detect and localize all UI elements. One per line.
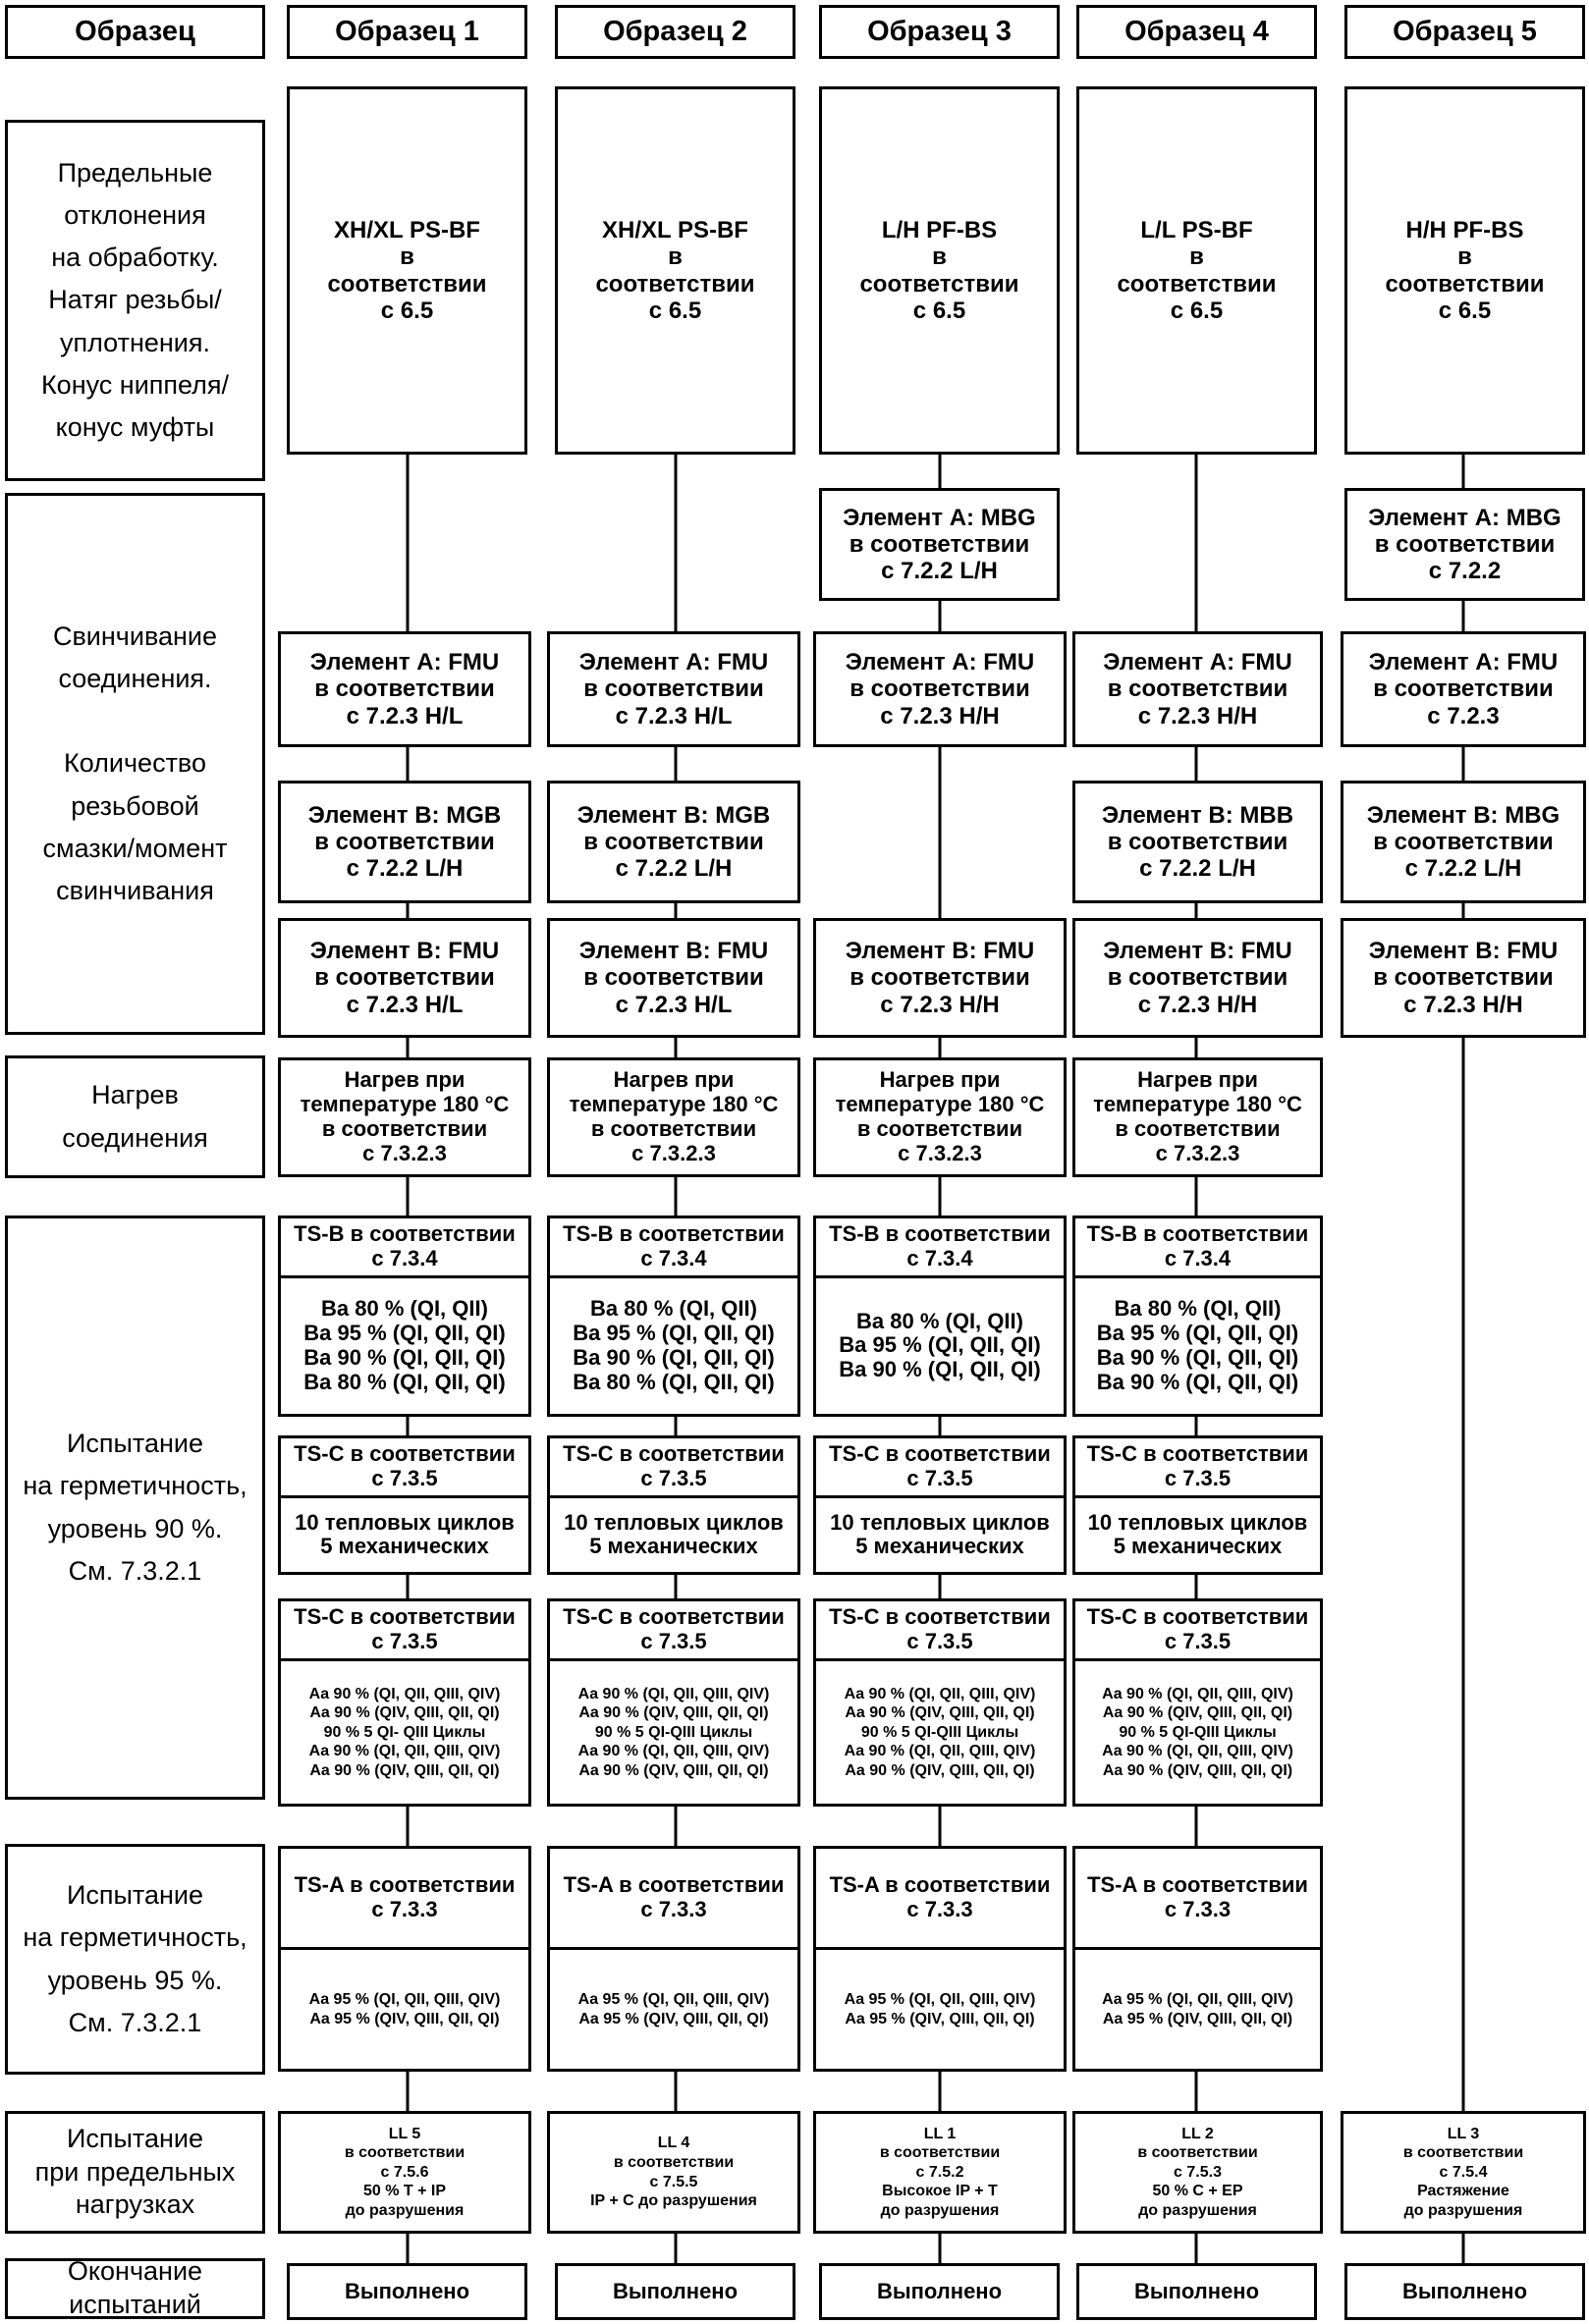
limit-load-box-1: LL 5 в соответствии с 7.5.6 50 % T + IP до разрушения xyxy=(278,2111,531,2234)
tsb-box-2 xyxy=(547,1216,800,1417)
tsc-title: TS-C в соответствии с 7.3.5 xyxy=(829,1604,1051,1653)
tsc-cycles: 10 тепловых циклов 5 механических xyxy=(1075,1495,1320,1572)
tsa-box-1 xyxy=(278,1846,531,2072)
tolerance-box-2: XH/XL PS-BF в соответствии с 6.5 xyxy=(555,86,795,455)
tsb-steps: Ba 80 % (QI, QII) Ba 95 % (QI, QII, QI) Ba 90 % (QI, QII, QI) Ba 80 % (QI, QII, QI) xyxy=(281,1275,528,1414)
fmu-a-box-4: Элемент А: FMU в соответствии с 7.2.3 H/H xyxy=(1072,631,1323,747)
done-box-1: Выполнено xyxy=(287,2263,527,2320)
tsb-title: TS-B в соответствии с 7.3.4 xyxy=(563,1221,785,1270)
heating-box-1: Нагрев при температуре 180 °С в соответствии с 7.3.2.3 xyxy=(278,1057,531,1177)
row-label-limit-loads: Испытание при предельных нагрузках xyxy=(5,2111,265,2234)
tsa-steps: Aa 95 % (QI, QII, QIII, QIV) Aa 95 % (QIV, QIII, QII, QI) xyxy=(281,1947,528,2069)
heating-box-3: Нагрев при температуре 180 °С в соответствии с 7.3.2.3 xyxy=(813,1057,1067,1177)
tolerance-box-1: XH/XL PS-BF в соответствии с 6.5 xyxy=(287,86,527,455)
tsc-steps: Aa 90 % (QI, QII, QIII, QIV) Aa 90 % (QIV, QIII, QII, QI) 90 % 5 QI-QIII Циклы Aa 90 % (QI, QII, QIII, QIV) Aa 90 % (QIV, QIII, QII, QI) xyxy=(1075,1658,1320,1804)
tsc-cycles-box-4 xyxy=(1072,1435,1323,1575)
fmu-b-box-1: Элемент В: FMU в соответствии с 7.2.3 H/L xyxy=(278,918,531,1038)
tsa-box-3 xyxy=(813,1846,1067,2072)
limit-load-box-2: LL 4 в соответствии с 7.5.5 IP + C до разрушения xyxy=(547,2111,800,2234)
tsa-steps: Aa 95 % (QI, QII, QIII, QIV) Aa 95 % (QIV, QIII, QII, QI) xyxy=(1075,1947,1320,2069)
fmu-a-box-5: Элемент А: FMU в соответствии с 7.2.3 xyxy=(1341,631,1586,747)
tsa-title: TS-A в соответствии с 7.3.3 xyxy=(563,1872,785,1921)
tolerance-box-5: H/H PF-BS в соответствии с 6.5 xyxy=(1344,86,1585,455)
tsc-steps: Aa 90 % (QI, QII, QIII, QIV) Aa 90 % (QIV, QIII, QII, QI) 90 % 5 QI-QIII Циклы Aa 90 % (QI, QII, QIII, QIV) Aa 90 % (QIV, QIII, QII, QI) xyxy=(816,1658,1064,1804)
row-label-makeup: Свинчивание соединения. Количество резьбовой смазки/момент свинчивания xyxy=(5,493,265,1035)
tsa-title: TS-A в соответствии с 7.3.3 xyxy=(1087,1872,1308,1921)
mgb-b-box-2: Элемент В: MGB в соответствии с 7.2.2 L/H xyxy=(547,781,800,903)
fmu-a-box-1: Элемент А: FMU в соответствии с 7.2.3 H/L xyxy=(278,631,531,747)
tsb-title: TS-B в соответствии с 7.3.4 xyxy=(829,1221,1051,1270)
tsa-box-4 xyxy=(1072,1846,1323,2072)
fmu-a-box-3: Элемент А: FMU в соответствии с 7.2.3 H/H xyxy=(813,631,1067,747)
done-box-3: Выполнено xyxy=(819,2263,1060,2320)
tsb-steps: Ba 80 % (QI, QII) Ba 95 % (QI, QII, QI) Ba 90 % (QI, QII, QI) Ba 90 % (QI, QII, QI) xyxy=(1075,1275,1320,1414)
tsc-cycles-box-3 xyxy=(813,1435,1067,1575)
tsa-title: TS-A в соответствии с 7.3.3 xyxy=(829,1872,1051,1921)
done-box-2: Выполнено xyxy=(555,2263,795,2320)
tsc-title: TS-C в соответствии с 7.3.5 xyxy=(563,1441,785,1490)
tsc-title: TS-C в соответствии с 7.3.5 xyxy=(563,1604,785,1653)
tsc-title: TS-C в соответствии с 7.3.5 xyxy=(1086,1604,1309,1653)
header-sample-2: Образец 2 xyxy=(555,5,795,59)
mbg-a-box-3: Элемент А: MBG в соответствии с 7.2.2 L/H xyxy=(819,488,1060,601)
row-label-heating: Нагрев соединения xyxy=(5,1055,265,1178)
tsc-cycles: 10 тепловых циклов 5 механических xyxy=(550,1495,797,1572)
tsc-steps-box-2 xyxy=(547,1598,800,1807)
mbb-b-box-4: Элемент В: MBB в соответствии с 7.2.2 L/H xyxy=(1072,781,1323,903)
header-sample-3: Образец 3 xyxy=(819,5,1060,59)
tsa-box-2 xyxy=(547,1846,800,2072)
tolerance-box-3: L/H PF-BS в соответствии с 6.5 xyxy=(819,86,1060,455)
row-label-end-of-tests: Окончание испытаний xyxy=(5,2258,265,2319)
row-label-seal-90: Испытание на герметичность, уровень 90 %. См. 7.3.2.1 xyxy=(5,1216,265,1800)
tsc-title: TS-C в соответствии с 7.3.5 xyxy=(294,1441,516,1490)
tsb-title: TS-B в соответствии с 7.3.4 xyxy=(294,1221,516,1270)
fmu-a-box-2: Элемент А: FMU в соответствии с 7.2.3 H/L xyxy=(547,631,800,747)
tsc-steps: Aa 90 % (QI, QII, QIII, QIV) Aa 90 % (QIV, QIII, QII, QI) 90 % 5 QI-QIII Циклы Aa 90 % (QI, QII, QIII, QIV) Aa 90 % (QIV, QIII, QII, QI) xyxy=(550,1658,797,1804)
tsb-steps: Ba 80 % (QI, QII) Ba 95 % (QI, QII, QI) Ba 90 % (QI, QII, QI) Ba 80 % (QI, QII, QI) xyxy=(550,1275,797,1414)
tsb-steps: Ba 80 % (QI, QII) Ba 95 % (QI, QII, QI) Ba 90 % (QI, QII, QI) xyxy=(816,1275,1064,1414)
tsc-cycles: 10 тепловых циклов 5 механических xyxy=(816,1495,1064,1572)
tsc-steps-box-3 xyxy=(813,1598,1067,1807)
tsc-cycles-box-2 xyxy=(547,1435,800,1575)
tsc-steps-box-4 xyxy=(1072,1598,1323,1807)
tsc-steps: Aa 90 % (QI, QII, QIII, QIV) Aa 90 % (QIV, QIII, QII, QI) 90 % 5 QI- QIII Циклы Aa 90 % (QI, QII, QIII, QIV) Aa 90 % (QIV, QIII, QII, QI) xyxy=(281,1658,528,1804)
header-sample-label: Образец xyxy=(5,5,265,59)
fmu-b-box-5: Элемент В: FMU в соответствии с 7.2.3 H/H xyxy=(1341,918,1586,1038)
tsb-box-3 xyxy=(813,1216,1067,1417)
tolerance-box-4: L/L PS-BF в соответствии с 6.5 xyxy=(1076,86,1317,455)
heating-box-4: Нагрев при температуре 180 °С в соответствии с 7.3.2.3 xyxy=(1072,1057,1323,1177)
mbg-a-box-5: Элемент А: MBG в соответствии с 7.2.2 xyxy=(1344,488,1585,601)
fmu-b-box-3: Элемент В: FMU в соответствии с 7.2.3 H/H xyxy=(813,918,1067,1038)
tsa-steps: Aa 95 % (QI, QII, QIII, QIV) Aa 95 % (QIV, QIII, QII, QI) xyxy=(550,1947,797,2069)
limit-load-box-4: LL 2 в соответствии с 7.5.3 50 % C + EP до разрушения xyxy=(1072,2111,1323,2234)
tsa-steps: Aa 95 % (QI, QII, QIII, QIV) Aa 95 % (QIV, QIII, QII, QI) xyxy=(816,1947,1064,2069)
mbg-b-box-5: Элемент В: MBG в соответствии с 7.2.2 L/H xyxy=(1341,781,1586,903)
header-sample-1: Образец 1 xyxy=(287,5,527,59)
header-sample-5: Образец 5 xyxy=(1344,5,1585,59)
tsc-cycles-box-1 xyxy=(278,1435,531,1575)
tsc-cycles: 10 тепловых циклов 5 механических xyxy=(281,1495,528,1572)
row-label-seal-95: Испытание на герметичность, уровень 95 %. См. 7.3.2.1 xyxy=(5,1844,265,2075)
row-label-tolerances: Предельные отклонения на обработку. Натяг резьбы/ уплотнения. Конус ниппеля/ конус муфты xyxy=(5,120,265,481)
tsb-box-4 xyxy=(1072,1216,1323,1417)
done-box-4: Выполнено xyxy=(1076,2263,1317,2320)
limit-load-box-3: LL 1 в соответствии с 7.5.2 Высокое IP + T до разрушения xyxy=(813,2111,1067,2234)
limit-load-box-5: LL 3 в соответствии с 7.5.4 Растяжение до разрушения xyxy=(1341,2111,1586,2234)
tsa-title: TS-A в соответствии с 7.3.3 xyxy=(294,1872,516,1921)
header-sample-4: Образец 4 xyxy=(1076,5,1317,59)
tsc-title: TS-C в соответствии с 7.3.5 xyxy=(829,1441,1051,1490)
tsc-title: TS-C в соответствии с 7.3.5 xyxy=(294,1604,516,1653)
fmu-b-box-4: Элемент В: FMU в соответствии с 7.2.3 H/H xyxy=(1072,918,1323,1038)
mgb-b-box-1: Элемент В: MGB в соответствии с 7.2.2 L/H xyxy=(278,781,531,903)
fmu-b-box-2: Элемент В: FMU в соответствии с 7.2.3 H/L xyxy=(547,918,800,1038)
tsb-box-1 xyxy=(278,1216,531,1417)
tsc-steps-box-1 xyxy=(278,1598,531,1807)
heating-box-2: Нагрев при температуре 180 °С в соответствии с 7.3.2.3 xyxy=(547,1057,800,1177)
done-box-5: Выполнено xyxy=(1344,2263,1585,2320)
tsc-title: TS-C в соответствии с 7.3.5 xyxy=(1086,1441,1309,1490)
tsb-title: TS-B в соответствии с 7.3.4 xyxy=(1086,1221,1309,1270)
